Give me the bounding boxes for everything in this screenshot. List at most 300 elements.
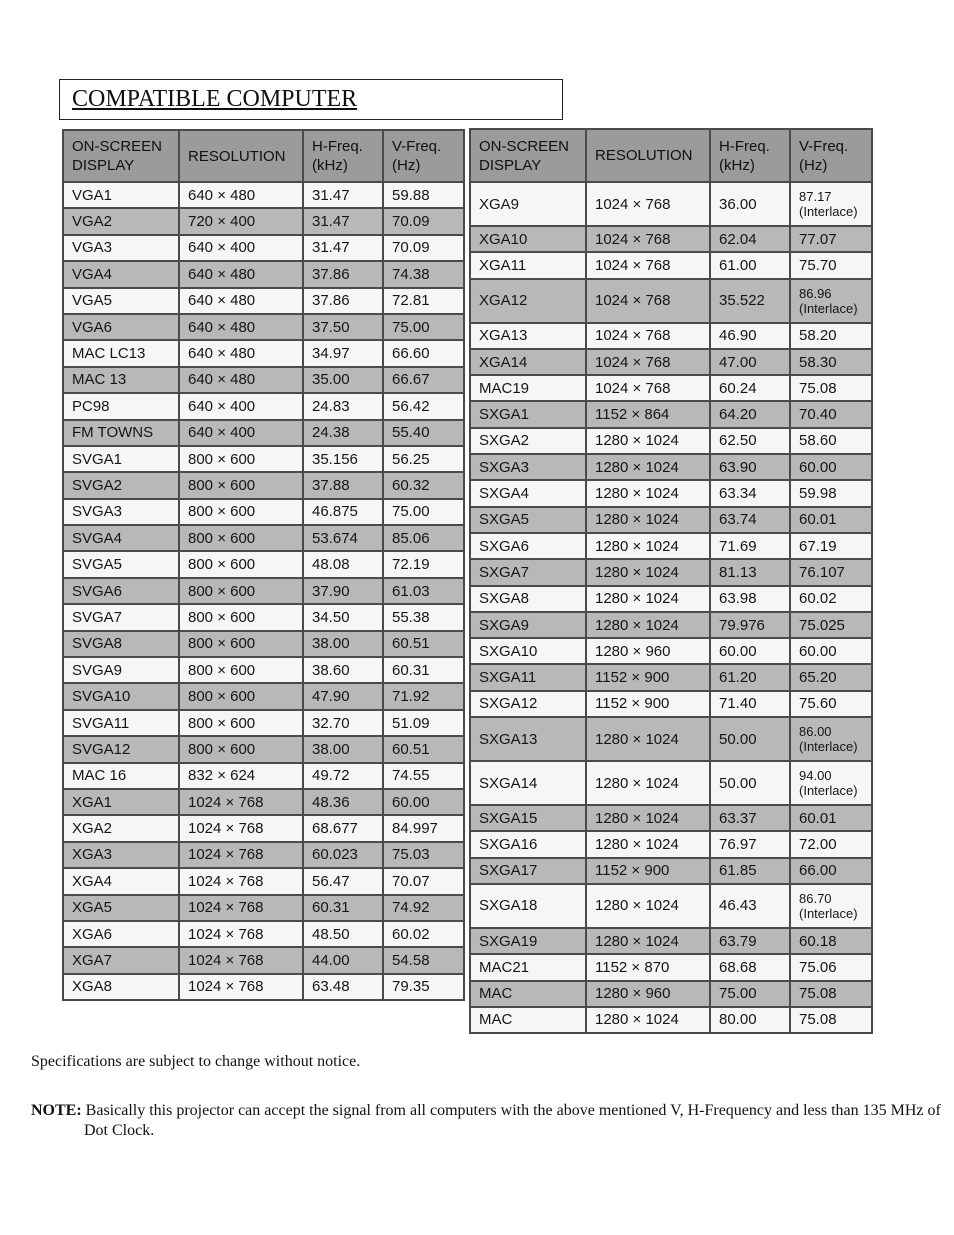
table-row	[63, 789, 464, 815]
cell-v-freq: 70.09	[383, 208, 464, 234]
cell-resolution: 1024 × 768	[586, 375, 710, 401]
cell-h-freq: 48.08	[303, 551, 383, 577]
table-row	[470, 454, 872, 480]
table-row	[63, 604, 464, 630]
cell-resolution: 1024 × 768	[586, 182, 710, 226]
cell-resolution: 1280 × 1024	[586, 586, 710, 612]
cell-v-freq: 60.01	[790, 805, 872, 831]
cell-h-freq: 68.677	[303, 815, 383, 841]
cell-display: SXGA14	[470, 761, 586, 805]
cell-h-freq: 38.00	[303, 631, 383, 657]
cell-display: SXGA1	[470, 401, 586, 427]
cell-v-freq: 66.00	[790, 858, 872, 884]
cell-h-freq: 71.40	[710, 691, 790, 717]
table-row	[63, 631, 464, 657]
table-row	[470, 717, 872, 761]
table-row	[470, 507, 872, 533]
cell-resolution: 1280 × 1024	[586, 884, 710, 928]
compatibility-table-right	[469, 128, 873, 1034]
table-row	[63, 974, 464, 1000]
table-row	[63, 393, 464, 419]
cell-display: SVGA1	[63, 446, 179, 472]
cell-display: SXGA9	[470, 612, 586, 638]
cell-display: MAC	[470, 1007, 586, 1033]
table-row	[63, 261, 464, 287]
cell-v-freq: 58.60	[790, 428, 872, 454]
table-row	[63, 842, 464, 868]
table-row	[63, 182, 464, 208]
cell-v-freq: 51.09	[383, 710, 464, 736]
cell-display: VGA4	[63, 261, 179, 287]
cell-display: SXGA12	[470, 691, 586, 717]
cell-display: SVGA7	[63, 604, 179, 630]
cell-h-freq: 63.74	[710, 507, 790, 533]
cell-resolution: 800 × 600	[179, 657, 303, 683]
cell-h-freq: 47.90	[303, 683, 383, 709]
table-row	[470, 279, 872, 323]
cell-resolution: 1280 × 1024	[586, 717, 710, 761]
cell-resolution: 1280 × 1024	[586, 928, 710, 954]
page-title-box	[59, 79, 563, 120]
cell-resolution: 640 × 480	[179, 340, 303, 366]
cell-v-freq: 56.42	[383, 393, 464, 419]
cell-v-freq: 75.08	[790, 375, 872, 401]
cell-display: SVGA8	[63, 631, 179, 657]
cell-resolution: 1280 × 1024	[586, 761, 710, 805]
cell-h-freq: 60.00	[710, 638, 790, 664]
cell-v-freq: 77.07	[790, 226, 872, 252]
cell-resolution: 800 × 600	[179, 736, 303, 762]
cell-v-freq: 65.20	[790, 664, 872, 690]
cell-resolution: 1280 × 1024	[586, 559, 710, 585]
cell-display: XGA4	[63, 868, 179, 894]
cell-display: VGA1	[63, 182, 179, 208]
table-row	[63, 314, 464, 340]
table-row	[63, 868, 464, 894]
cell-v-freq: 84.997	[383, 815, 464, 841]
cell-resolution: 1280 × 960	[586, 981, 710, 1007]
cell-resolution: 1280 × 1024	[586, 1007, 710, 1033]
header-v-freq: V-Freq. (Hz)	[790, 129, 872, 182]
cell-display: XGA5	[63, 895, 179, 921]
cell-h-freq: 64.20	[710, 401, 790, 427]
cell-h-freq: 37.88	[303, 472, 383, 498]
cell-v-freq: 86.96 (Interlace)	[790, 279, 872, 323]
table-row	[63, 235, 464, 261]
specifications-notice: Specifications are subject to change without notice.	[31, 1053, 361, 1070]
cell-h-freq: 37.50	[303, 314, 383, 340]
table-row	[470, 428, 872, 454]
cell-display: SXGA4	[470, 480, 586, 506]
cell-display: FM TOWNS	[63, 420, 179, 446]
table-row	[63, 921, 464, 947]
cell-resolution: 1280 × 1024	[586, 831, 710, 857]
table-header-row	[63, 130, 464, 182]
table-row	[63, 947, 464, 973]
table-row	[63, 499, 464, 525]
cell-v-freq: 72.19	[383, 551, 464, 577]
cell-h-freq: 31.47	[303, 235, 383, 261]
table-row	[470, 1007, 872, 1033]
cell-resolution: 640 × 400	[179, 235, 303, 261]
cell-resolution: 640 × 480	[179, 182, 303, 208]
table-row	[470, 831, 872, 857]
cell-display: SXGA3	[470, 454, 586, 480]
cell-v-freq: 58.30	[790, 349, 872, 375]
cell-v-freq: 60.31	[383, 657, 464, 683]
cell-v-freq: 55.38	[383, 604, 464, 630]
cell-h-freq: 48.36	[303, 789, 383, 815]
cell-v-freq: 67.19	[790, 533, 872, 559]
cell-display: VGA3	[63, 235, 179, 261]
cell-h-freq: 24.83	[303, 393, 383, 419]
cell-display: XGA11	[470, 252, 586, 278]
table-row	[63, 736, 464, 762]
cell-h-freq: 62.04	[710, 226, 790, 252]
table-row	[470, 805, 872, 831]
cell-display: SXGA10	[470, 638, 586, 664]
cell-h-freq: 35.00	[303, 367, 383, 393]
cell-v-freq: 94.00 (Interlace)	[790, 761, 872, 805]
table-row	[63, 895, 464, 921]
cell-resolution: 1024 × 768	[586, 252, 710, 278]
cell-display: SXGA8	[470, 586, 586, 612]
cell-display: MAC 13	[63, 367, 179, 393]
header-resolution: RESOLUTION	[179, 130, 303, 182]
cell-h-freq: 24.38	[303, 420, 383, 446]
table-row	[63, 472, 464, 498]
cell-v-freq: 60.32	[383, 472, 464, 498]
cell-display: SVGA12	[63, 736, 179, 762]
cell-resolution: 1024 × 768	[179, 842, 303, 868]
table-row	[470, 928, 872, 954]
cell-v-freq: 61.03	[383, 578, 464, 604]
cell-v-freq: 75.08	[790, 981, 872, 1007]
cell-display: SVGA3	[63, 499, 179, 525]
cell-h-freq: 63.34	[710, 480, 790, 506]
cell-resolution: 1024 × 768	[179, 947, 303, 973]
table-row	[63, 525, 464, 551]
table-row	[470, 638, 872, 664]
cell-h-freq: 31.47	[303, 208, 383, 234]
cell-display: PC98	[63, 393, 179, 419]
cell-h-freq: 71.69	[710, 533, 790, 559]
cell-v-freq: 60.51	[383, 736, 464, 762]
cell-h-freq: 76.97	[710, 831, 790, 857]
cell-resolution: 1024 × 768	[179, 815, 303, 841]
cell-display: SVGA11	[63, 710, 179, 736]
cell-display: XGA1	[63, 789, 179, 815]
cell-h-freq: 56.47	[303, 868, 383, 894]
cell-v-freq: 56.25	[383, 446, 464, 472]
cell-resolution: 800 × 600	[179, 683, 303, 709]
cell-display: XGA13	[470, 323, 586, 349]
cell-display: SVGA5	[63, 551, 179, 577]
table-row	[470, 691, 872, 717]
cell-v-freq: 71.92	[383, 683, 464, 709]
cell-resolution: 1280 × 1024	[586, 480, 710, 506]
cell-display: SVGA9	[63, 657, 179, 683]
table-row	[470, 884, 872, 928]
cell-h-freq: 32.70	[303, 710, 383, 736]
cell-display: MAC	[470, 981, 586, 1007]
cell-display: SXGA17	[470, 858, 586, 884]
cell-display: XGA12	[470, 279, 586, 323]
header-h-freq: H-Freq. (kHz)	[710, 129, 790, 182]
cell-h-freq: 63.98	[710, 586, 790, 612]
cell-h-freq: 44.00	[303, 947, 383, 973]
table-row	[470, 858, 872, 884]
cell-display: VGA2	[63, 208, 179, 234]
cell-display: SXGA15	[470, 805, 586, 831]
cell-v-freq: 75.03	[383, 842, 464, 868]
cell-resolution: 640 × 480	[179, 288, 303, 314]
table-row	[63, 208, 464, 234]
cell-display: MAC 16	[63, 763, 179, 789]
cell-h-freq: 34.97	[303, 340, 383, 366]
header-resolution: RESOLUTION	[586, 129, 710, 182]
cell-v-freq: 86.00 (Interlace)	[790, 717, 872, 761]
cell-resolution: 1024 × 768	[179, 895, 303, 921]
cell-resolution: 1024 × 768	[179, 974, 303, 1000]
table-row	[63, 578, 464, 604]
cell-h-freq: 35.156	[303, 446, 383, 472]
cell-display: XGA9	[470, 182, 586, 226]
cell-v-freq: 74.92	[383, 895, 464, 921]
cell-display: VGA5	[63, 288, 179, 314]
table-row	[63, 815, 464, 841]
table-row	[470, 226, 872, 252]
cell-display: XGA14	[470, 349, 586, 375]
cell-v-freq: 59.88	[383, 182, 464, 208]
cell-v-freq: 59.98	[790, 480, 872, 506]
cell-h-freq: 50.00	[710, 761, 790, 805]
cell-h-freq: 50.00	[710, 717, 790, 761]
cell-v-freq: 60.02	[790, 586, 872, 612]
header-on-screen-display: ON-SCREEN DISPLAY	[470, 129, 586, 182]
cell-v-freq: 58.20	[790, 323, 872, 349]
cell-resolution: 1280 × 1024	[586, 533, 710, 559]
table-row	[470, 375, 872, 401]
cell-resolution: 832 × 624	[179, 763, 303, 789]
cell-resolution: 1280 × 960	[586, 638, 710, 664]
cell-resolution: 1152 × 900	[586, 858, 710, 884]
cell-display: SXGA5	[470, 507, 586, 533]
cell-resolution: 1024 × 768	[586, 323, 710, 349]
cell-h-freq: 37.90	[303, 578, 383, 604]
cell-resolution: 640 × 480	[179, 261, 303, 287]
cell-h-freq: 35.522	[710, 279, 790, 323]
cell-h-freq: 60.24	[710, 375, 790, 401]
cell-h-freq: 38.00	[303, 736, 383, 762]
cell-h-freq: 36.00	[710, 182, 790, 226]
cell-resolution: 1280 × 1024	[586, 428, 710, 454]
cell-v-freq: 60.01	[790, 507, 872, 533]
table-row	[63, 551, 464, 577]
table-row	[63, 367, 464, 393]
cell-h-freq: 60.31	[303, 895, 383, 921]
cell-resolution: 800 × 600	[179, 499, 303, 525]
cell-v-freq: 60.00	[383, 789, 464, 815]
cell-resolution: 1024 × 768	[586, 349, 710, 375]
table-row	[63, 420, 464, 446]
cell-h-freq: 46.90	[710, 323, 790, 349]
cell-display: SVGA10	[63, 683, 179, 709]
cell-v-freq: 60.00	[790, 454, 872, 480]
cell-resolution: 640 × 400	[179, 420, 303, 446]
cell-display: XGA2	[63, 815, 179, 841]
cell-h-freq: 53.674	[303, 525, 383, 551]
cell-resolution: 1152 × 900	[586, 664, 710, 690]
cell-resolution: 1152 × 900	[586, 691, 710, 717]
cell-display: MAC LC13	[63, 340, 179, 366]
table-row	[470, 349, 872, 375]
cell-display: XGA7	[63, 947, 179, 973]
cell-display: SXGA19	[470, 928, 586, 954]
cell-v-freq: 54.58	[383, 947, 464, 973]
cell-display: MAC21	[470, 954, 586, 980]
table-row	[470, 533, 872, 559]
cell-display: SVGA6	[63, 578, 179, 604]
cell-resolution: 1024 × 768	[586, 226, 710, 252]
table-row	[63, 763, 464, 789]
note-label: NOTE:	[31, 1102, 82, 1119]
cell-display: XGA8	[63, 974, 179, 1000]
cell-display: VGA6	[63, 314, 179, 340]
cell-display: XGA10	[470, 226, 586, 252]
cell-v-freq: 66.67	[383, 367, 464, 393]
cell-h-freq: 37.86	[303, 288, 383, 314]
cell-v-freq: 72.81	[383, 288, 464, 314]
cell-h-freq: 31.47	[303, 182, 383, 208]
cell-v-freq: 60.02	[383, 921, 464, 947]
cell-resolution: 1152 × 870	[586, 954, 710, 980]
cell-resolution: 800 × 600	[179, 551, 303, 577]
cell-h-freq: 38.60	[303, 657, 383, 683]
cell-display: SXGA2	[470, 428, 586, 454]
compatibility-table-left	[62, 129, 465, 1001]
cell-h-freq: 63.79	[710, 928, 790, 954]
table-row	[470, 401, 872, 427]
cell-resolution: 800 × 600	[179, 446, 303, 472]
cell-h-freq: 48.50	[303, 921, 383, 947]
cell-h-freq: 79.976	[710, 612, 790, 638]
cell-resolution: 1280 × 1024	[586, 454, 710, 480]
cell-resolution: 800 × 600	[179, 710, 303, 736]
cell-v-freq: 75.70	[790, 252, 872, 278]
cell-v-freq: 74.38	[383, 261, 464, 287]
cell-display: SVGA4	[63, 525, 179, 551]
table-row	[470, 954, 872, 980]
cell-v-freq: 60.00	[790, 638, 872, 664]
cell-h-freq: 61.20	[710, 664, 790, 690]
cell-resolution: 800 × 600	[179, 472, 303, 498]
cell-resolution: 1024 × 768	[179, 921, 303, 947]
cell-h-freq: 61.85	[710, 858, 790, 884]
cell-v-freq: 85.06	[383, 525, 464, 551]
cell-h-freq: 62.50	[710, 428, 790, 454]
cell-v-freq: 70.09	[383, 235, 464, 261]
cell-h-freq: 63.48	[303, 974, 383, 1000]
cell-v-freq: 74.55	[383, 763, 464, 789]
cell-resolution: 800 × 600	[179, 578, 303, 604]
table-row	[470, 586, 872, 612]
table-row	[470, 612, 872, 638]
cell-display: SXGA7	[470, 559, 586, 585]
cell-display: MAC19	[470, 375, 586, 401]
cell-resolution: 800 × 600	[179, 604, 303, 630]
cell-h-freq: 49.72	[303, 763, 383, 789]
cell-resolution: 1024 × 768	[586, 279, 710, 323]
cell-v-freq: 79.35	[383, 974, 464, 1000]
cell-resolution: 720 × 400	[179, 208, 303, 234]
cell-v-freq: 75.00	[383, 314, 464, 340]
cell-h-freq: 37.86	[303, 261, 383, 287]
cell-h-freq: 80.00	[710, 1007, 790, 1033]
cell-display: SXGA6	[470, 533, 586, 559]
note-paragraph	[31, 1101, 954, 1141]
cell-h-freq: 46.43	[710, 884, 790, 928]
cell-h-freq: 63.37	[710, 805, 790, 831]
table-row	[63, 710, 464, 736]
cell-v-freq: 55.40	[383, 420, 464, 446]
cell-resolution: 640 × 400	[179, 393, 303, 419]
cell-h-freq: 75.00	[710, 981, 790, 1007]
cell-v-freq: 75.60	[790, 691, 872, 717]
cell-v-freq: 87.17 (Interlace)	[790, 182, 872, 226]
cell-h-freq: 68.68	[710, 954, 790, 980]
cell-resolution: 1280 × 1024	[586, 612, 710, 638]
table-row	[470, 323, 872, 349]
table-row	[470, 480, 872, 506]
cell-resolution: 1024 × 768	[179, 868, 303, 894]
cell-h-freq: 81.13	[710, 559, 790, 585]
table-row	[470, 559, 872, 585]
header-on-screen-display: ON-SCREEN DISPLAY	[63, 130, 179, 182]
cell-h-freq: 61.00	[710, 252, 790, 278]
cell-resolution: 1280 × 1024	[586, 805, 710, 831]
table-row	[470, 252, 872, 278]
cell-v-freq: 60.51	[383, 631, 464, 657]
cell-h-freq: 34.50	[303, 604, 383, 630]
table-row	[63, 446, 464, 472]
table-row	[63, 288, 464, 314]
table-row	[63, 683, 464, 709]
cell-resolution: 1280 × 1024	[586, 507, 710, 533]
cell-v-freq: 75.00	[383, 499, 464, 525]
cell-v-freq: 66.60	[383, 340, 464, 366]
table-row	[63, 657, 464, 683]
note-text: Basically this projector can accept the signal from all computers with the above mentioned V, H-Frequency and less than 135 MHz of Dot Clock.	[84, 1102, 941, 1139]
cell-display: XGA6	[63, 921, 179, 947]
cell-display: SXGA16	[470, 831, 586, 857]
cell-resolution: 800 × 600	[179, 525, 303, 551]
cell-v-freq: 70.40	[790, 401, 872, 427]
page-title: COMPATIBLE COMPUTER	[72, 86, 358, 112]
table-row	[470, 664, 872, 690]
cell-v-freq: 70.07	[383, 868, 464, 894]
cell-resolution: 1152 × 864	[586, 401, 710, 427]
cell-display: SXGA11	[470, 664, 586, 690]
cell-resolution: 640 × 480	[179, 367, 303, 393]
table-header-row	[470, 129, 872, 182]
table-row	[470, 981, 872, 1007]
cell-display: SXGA18	[470, 884, 586, 928]
cell-h-freq: 46.875	[303, 499, 383, 525]
cell-v-freq: 60.18	[790, 928, 872, 954]
cell-h-freq: 60.023	[303, 842, 383, 868]
cell-v-freq: 76.107	[790, 559, 872, 585]
